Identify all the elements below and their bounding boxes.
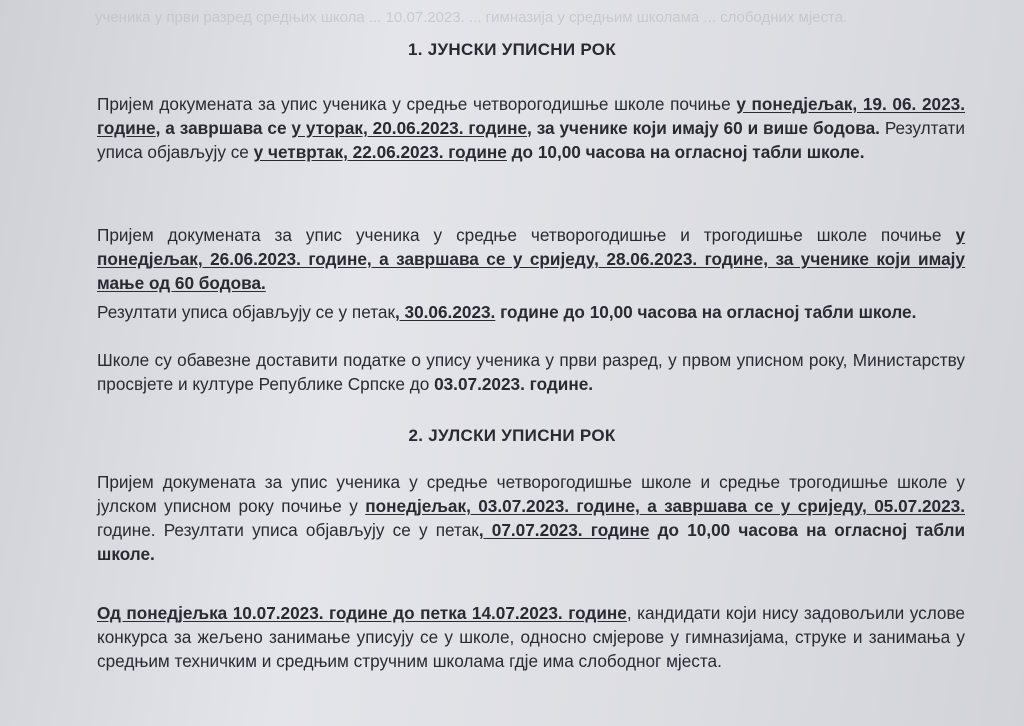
date: , 07.07.2023. године: [478, 520, 650, 540]
text: Пријем докумената за упис ученика у средње четворогодишње школе и средње трогодишње школе у јулском уписном року почиње у: [97, 472, 965, 516]
text: године. Резултати уписа објављују се у петак: [97, 520, 479, 540]
date-range: понедјељак, 03.07.2023. године, а завршава се у сриједу, 05.07.2023.: [365, 496, 966, 516]
text: до 10,00 часова на огласној табли школе.: [97, 520, 966, 564]
section-2-paragraph-2: [97, 601, 965, 673]
text: , а завршава се: [155, 118, 292, 138]
date: , 30.06.2023.: [394, 302, 496, 322]
date: у четвртак, 22.06.2023. године: [253, 142, 507, 162]
date-range: Од понедјељка 10.07.2023. године до петка 14.07.2023. године: [97, 603, 627, 623]
text: Пријем докумената за упис ученика у средње четворогодишње школе почиње: [97, 94, 737, 114]
text: Пријем докумената за упис ученика у средње четворогодишње и трогодишње школе почиње: [97, 225, 956, 245]
date: у уторак, 20.06.2023. године: [291, 118, 528, 138]
text: Школе су обавезне доставити податке о упису ученика у први разред, у првом уписном року, Министарству просвјете и културе Републике Српске до: [97, 350, 965, 394]
date-range: у понедјељак, 19. 06. 2023. године: [97, 94, 966, 138]
section-1-paragraph-2: [97, 223, 965, 295]
text: до 10,00 часова на огласној табли школе.: [506, 142, 865, 162]
text: , кандидати који нису задовољили услове конкурса за жељено занимање уписују се у школе, односно смјерове у гимназијама, струке и занимања у средњим техничким и средњим стручним школама гдје има слободног мјеста.: [97, 603, 965, 671]
date-range: у понедјељак, 26.06.2023. године, а завршава се у сриједу, 28.06.2023. године, за ученике који имају мање од 60 бодова.: [97, 225, 965, 293]
text: Резултати уписа објављују се: [97, 118, 965, 162]
text: , за ученике који имају 60 и више бодова.: [527, 118, 880, 138]
section-1-paragraph-3: [97, 300, 965, 324]
section-2-paragraph-1: [97, 470, 965, 566]
section-1-heading: 1. ЈУНСКИ УПИСНИ РОК: [407, 40, 617, 59]
deadline-date: 03.07.2023. године.: [434, 374, 594, 394]
section-1-paragraph-1: [97, 92, 965, 164]
text: Резултати уписа објављују се у петак: [97, 302, 395, 322]
section-2-heading: 2. ЈУЛСКИ УПИСНИ РОК: [408, 426, 616, 445]
section-1-paragraph-4: [97, 348, 965, 396]
bleed-through-text: ученика у први разред средњих школа ... 10.07.2023. ... гимназија у средњим школама ... слободних мјеста.: [95, 9, 848, 26]
text: године до 10,00 часова на огласној табли школе.: [495, 302, 917, 322]
